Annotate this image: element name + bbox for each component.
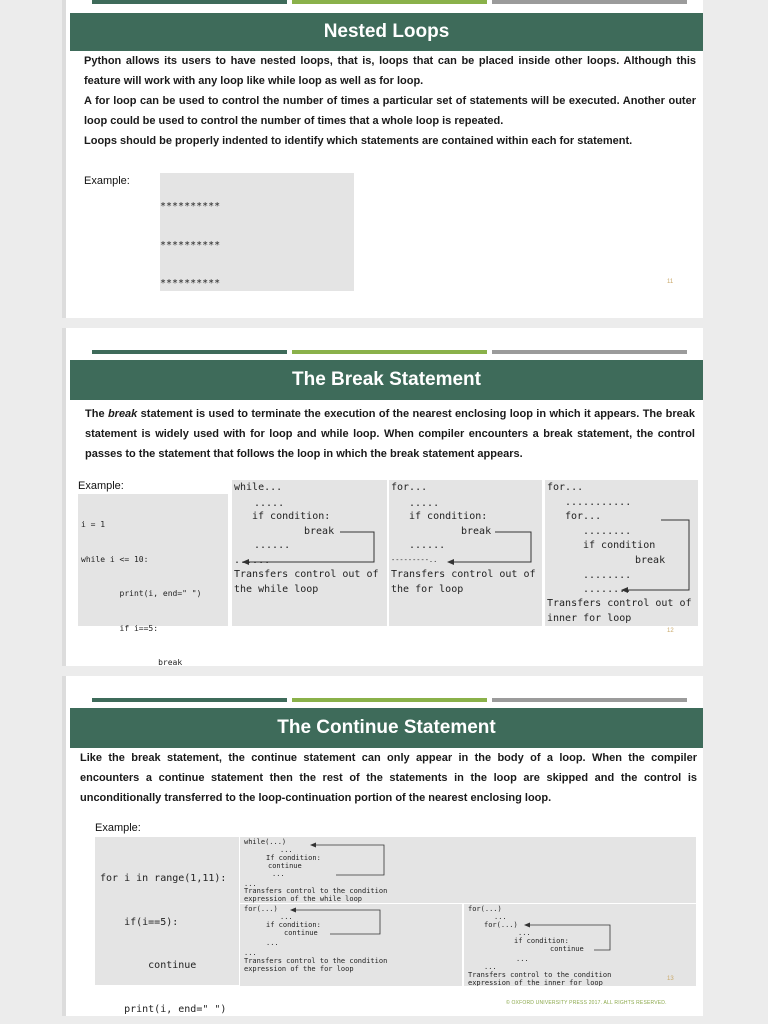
page-number: 11	[667, 279, 674, 285]
paragraph: Like the break statement, the continue statement can only appear in the body of a loop. When the compiler encounters a continue statement then the rest of the statements in the loop are skipped and the control is unconditionally transferred to the loop-continuation portion of the nearest enclosing loop.	[80, 752, 697, 804]
accent-bar	[92, 0, 287, 4]
diagram-line: ......	[234, 555, 271, 566]
diagram-line: Transfers control out of	[547, 598, 692, 609]
accent-bar	[492, 350, 687, 354]
diagram-line: ........	[583, 526, 632, 537]
code-line: continue	[100, 960, 197, 971]
example-label: Example:	[78, 480, 124, 492]
accent-bar	[292, 698, 487, 702]
code-line: break	[81, 658, 183, 666]
page-number: 13	[667, 976, 674, 982]
paragraph: Python allows its users to have nested loops, that is, loops that can be placed inside other loops. Although this feature will work with any loop like while loop as well as for loop.	[84, 55, 696, 87]
diagram-line: while...	[234, 482, 283, 493]
accent-bar	[492, 0, 687, 4]
slide-body	[84, 51, 696, 151]
diagram-line: Transfers control to the condition	[244, 957, 388, 965]
code-line: if(i==5):	[100, 916, 179, 928]
diagram-line: ......	[254, 540, 291, 551]
slide-continue-statement	[66, 676, 703, 1016]
diagram-line: ...	[280, 913, 293, 921]
diagram-line: ...	[272, 870, 285, 878]
diagram-line: .....	[409, 498, 440, 509]
diagram-line: ........	[583, 570, 632, 581]
para-text: The	[85, 408, 108, 420]
accent-bar	[92, 698, 287, 702]
diagram-line: ...	[516, 955, 529, 963]
code-block	[78, 494, 228, 666]
paragraph: Loops should be properly indented to identify which statements are contained within each for statement.	[84, 135, 633, 147]
diagram-line: expression of the while loop	[244, 895, 363, 903]
diagram-line: ...	[266, 939, 279, 947]
diagram-line: Transfers control to the condition	[468, 971, 612, 979]
diagram-line: Transfers control to the condition	[244, 887, 388, 895]
diagram-inner-for-break	[545, 480, 698, 626]
diagram-line: for...	[547, 482, 584, 493]
example-label: Example:	[95, 822, 141, 834]
diagram-line: inner for loop	[547, 613, 632, 624]
diagram-line: for(...)	[468, 905, 502, 913]
diagram-line: for...	[391, 482, 428, 493]
diagram-line: .....	[254, 498, 285, 509]
code-line: print(i, end=" ")	[100, 1003, 227, 1015]
diagram-line: Transfers control out of	[234, 569, 379, 580]
slide-title: The Break Statement	[70, 360, 703, 400]
code-line: if i==5:	[81, 623, 159, 633]
diagram-line: for(...)	[244, 905, 278, 913]
diagram-line: ---------..	[391, 556, 438, 564]
slide-break-statement	[66, 328, 703, 666]
code-line: for i in range(1,11):	[100, 873, 227, 884]
diagram-line: the while loop	[234, 584, 319, 595]
diagram-line: break	[304, 526, 335, 537]
accent-bars	[92, 0, 687, 4]
diagram-while-break	[232, 480, 387, 626]
code-block	[95, 837, 239, 1015]
diagram-line: for...	[565, 511, 602, 522]
para-text: statement is used to terminate the execution of the nearest enclosing loop in which it appears. The break statement is widely used with for loop and while loop. When compiler encounters a break statement, the control passes to the statement that follows the loop in which the break statement appears.	[85, 408, 695, 460]
code-line: **********	[160, 239, 221, 251]
diagram-line: break	[635, 555, 666, 566]
diagram-line: the for loop	[391, 584, 464, 595]
code-block	[160, 173, 354, 291]
diagram-line: ...	[280, 846, 293, 854]
code-line	[160, 317, 354, 318]
diagram-line: expression of the for loop	[244, 965, 354, 973]
diagram-line: ...	[484, 963, 497, 971]
diagram-line: ...	[494, 913, 507, 921]
diagram-line: expression of the inner for loop	[468, 979, 603, 986]
accent-bar	[292, 350, 487, 354]
diagram-line: ...	[244, 880, 257, 888]
accent-bar	[292, 0, 487, 4]
diagram-line: continue	[268, 862, 302, 870]
page-number: 12	[667, 628, 674, 634]
diagram-while-continue	[240, 837, 696, 903]
diagram-line: ...	[518, 929, 531, 937]
diagram-line: break	[461, 526, 492, 537]
diagram-line: ...	[244, 949, 257, 957]
diagram-line: Transfers control out of	[391, 569, 536, 580]
accent-bar	[492, 698, 687, 702]
example-label: Example:	[84, 175, 130, 187]
diagram-line: if condition:	[266, 921, 321, 929]
copyright-notice: © OXFORD UNIVERSITY PRESS 2017. ALL RIGHTS RESERVED.	[506, 1000, 667, 1006]
diagram-line: while(...)	[244, 838, 287, 846]
accent-bar	[92, 350, 287, 354]
code-line: while i <= 10:	[81, 554, 149, 564]
slide-nested-loops	[66, 0, 703, 318]
diagram-line: for(...)	[484, 921, 518, 929]
diagram-inner-for-continue	[464, 904, 696, 986]
diagram-line: if condition	[583, 540, 656, 551]
accent-bars	[92, 350, 687, 354]
slide-body	[85, 404, 695, 464]
diagram-line: If condition:	[266, 854, 321, 862]
diagram-line: if condition:	[409, 511, 488, 522]
code-line: **********	[160, 278, 221, 290]
slide-title: The Continue Statement	[70, 708, 703, 748]
diagram-for-continue	[240, 904, 462, 986]
diagram-line: continue	[550, 945, 584, 953]
code-line: i = 1	[81, 520, 106, 529]
code-line: print(i, end=" ")	[81, 589, 202, 598]
paragraph: A for loop can be used to control the number of times a particular set of statements will be executed. Another outer loop could be used to control the number of times that a whole loop is repeated.	[84, 95, 696, 127]
code-line: **********	[160, 200, 221, 212]
diagram-line: if condition:	[252, 511, 331, 522]
accent-bars	[92, 698, 687, 702]
paragraph	[85, 404, 695, 464]
diagram-line: ........	[583, 584, 632, 595]
diagram-line: ...........	[565, 497, 632, 508]
slide-body	[80, 748, 697, 808]
diagram-line: continue	[284, 929, 318, 937]
slide-title: Nested Loops	[70, 13, 703, 51]
diagram-line: if condition:	[514, 937, 569, 945]
keyword-break: break	[107, 408, 138, 420]
diagram-for-break	[389, 480, 542, 626]
diagram-line: ......	[409, 540, 446, 551]
